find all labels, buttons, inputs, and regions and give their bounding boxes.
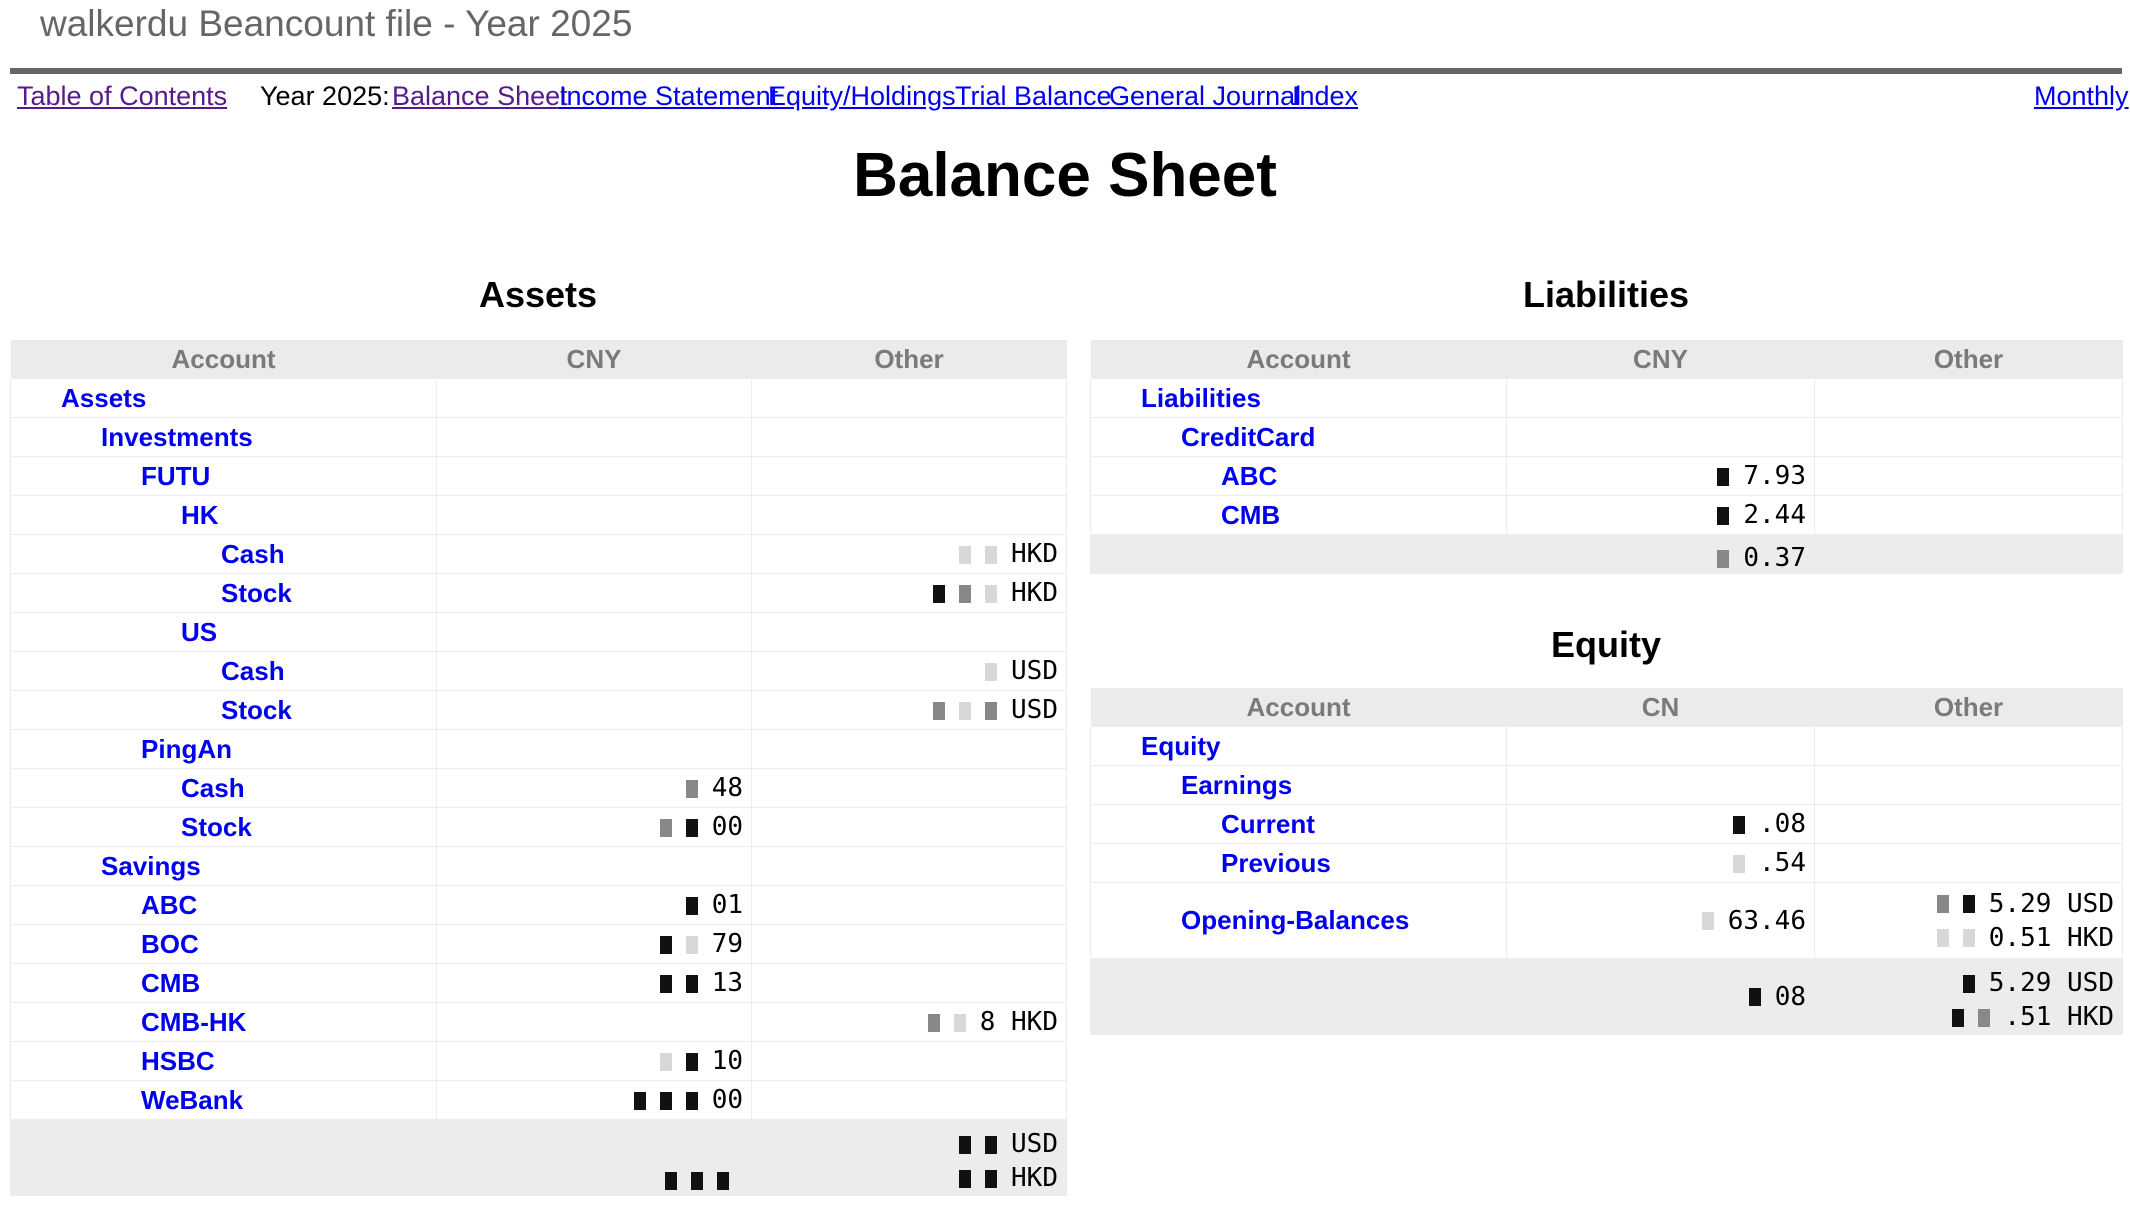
opening-other-line-1 (1823, 887, 2114, 921)
redacted-block (928, 1014, 940, 1032)
other-cell (1815, 418, 2123, 457)
cny-cell (437, 535, 752, 574)
total-other-value-1: 5.29 USD (1988, 968, 2114, 998)
other-cell (752, 379, 1067, 418)
redacted-block (959, 1136, 971, 1154)
redacted-block (1952, 1009, 1964, 1027)
table-row (11, 418, 1067, 457)
equity-table (1090, 688, 2123, 1035)
column-header-cny: CN (1507, 688, 1815, 727)
redacted-block (686, 1053, 698, 1071)
nav-year-label: Year 2025: (260, 81, 390, 111)
opening-other-value-2: 0.51 HKD (1988, 922, 2114, 953)
nav-bar (0, 78, 2130, 118)
table-row (11, 730, 1067, 769)
cny-cell (437, 1003, 752, 1042)
account-link-creditcard[interactable]: CreditCard (1181, 421, 1316, 452)
redacted-block (1733, 816, 1745, 834)
total-other-value-1: USD (1011, 1129, 1058, 1159)
table-row (11, 808, 1067, 847)
cny-value: 79 (711, 929, 743, 959)
account-link-earnings-previous[interactable]: Previous (1221, 847, 1331, 878)
nav-monthly[interactable]: Monthly (2034, 81, 2129, 111)
account-link-earnings[interactable]: Earnings (1181, 769, 1293, 800)
cny-cell (437, 691, 752, 730)
total-cny-value: 08 (1774, 981, 1806, 1012)
cny-value: 10 (711, 1046, 743, 1076)
table-row (1091, 727, 2123, 766)
table-row (1091, 805, 2123, 844)
redacted-block (933, 585, 945, 603)
redacted-block (985, 585, 997, 603)
file-title: walkerdu Beancount file - Year 2025 (40, 3, 633, 44)
column-header-account: Account (11, 340, 437, 379)
nav-table-of-contents[interactable]: Table of Contents (17, 81, 228, 111)
cny-value: 01 (711, 890, 743, 920)
page-header (10, 0, 2122, 74)
cny-cell (437, 847, 752, 886)
total-row (1091, 535, 2123, 574)
account-link-assets[interactable]: Assets (61, 382, 147, 413)
redacted-block (686, 819, 698, 837)
redacted-block (660, 936, 672, 954)
redacted-block (665, 1172, 677, 1190)
redacted-block (1702, 912, 1714, 930)
total-other-line-2 (760, 1161, 1058, 1195)
other-cell (752, 613, 1067, 652)
account-link-savings-boc[interactable]: BOC (141, 928, 199, 959)
redacted-block (959, 702, 971, 720)
other-cell (1815, 496, 2123, 535)
cny-cell (437, 808, 752, 847)
cny-cell (1507, 766, 1815, 805)
redacted-block (933, 702, 945, 720)
other-cell (1815, 805, 2123, 844)
assets-title: Assets (478, 274, 598, 315)
cny-value: 2.44 (1743, 500, 1806, 530)
redacted-block (959, 1170, 971, 1188)
redacted-block (660, 975, 672, 993)
redacted-block (1749, 988, 1761, 1006)
account-link-hk-cash[interactable]: Cash (221, 538, 285, 569)
nav-income-statement[interactable]: Income Statement (559, 81, 779, 111)
redacted-block (686, 936, 698, 954)
cny-cell (1507, 844, 1815, 883)
other-value: 8 HKD (979, 1007, 1058, 1037)
other-cell (752, 457, 1067, 496)
table-row (1091, 883, 2123, 959)
redacted-block (1978, 1009, 1990, 1027)
other-cell (752, 1042, 1067, 1081)
account-link-savings-cmb[interactable]: CMB (141, 967, 201, 998)
opening-other-line-2 (1823, 921, 2114, 955)
redacted-block (691, 1172, 703, 1190)
redacted-block (1717, 550, 1729, 568)
table-row (1091, 418, 2123, 457)
redacted-block (686, 975, 698, 993)
account-link-savings-hsbc[interactable]: HSBC (141, 1045, 215, 1076)
redacted-block (959, 546, 971, 564)
table-row (11, 496, 1067, 535)
table-row (1091, 457, 2123, 496)
table-row (1091, 379, 2123, 418)
cny-cell (1507, 457, 1815, 496)
cny-cell (437, 925, 752, 964)
other-cell (1815, 766, 2123, 805)
total-cny-value: 0.37 (1743, 543, 1806, 573)
cny-cell (437, 1042, 752, 1081)
column-header-other: Other (1815, 340, 2123, 379)
account-link-pingan-cash[interactable]: Cash (181, 772, 245, 803)
column-header-other: Other (1815, 688, 2123, 727)
total-other-value-2: HKD (1011, 1163, 1058, 1193)
cny-cell (437, 574, 752, 613)
cny-value: 63.46 (1727, 905, 1806, 936)
other-cell (752, 730, 1067, 769)
redacted-block (1733, 855, 1745, 873)
total-cny-cell (1507, 535, 1815, 574)
table-row (11, 964, 1067, 1003)
account-link-equity[interactable]: Equity (1141, 730, 1221, 761)
table-row (11, 457, 1067, 496)
cny-cell (437, 496, 752, 535)
redacted-block (1963, 929, 1975, 947)
table-row (11, 574, 1067, 613)
redacted-block (1717, 468, 1729, 486)
other-cell (752, 535, 1067, 574)
cny-cell (437, 730, 752, 769)
redacted-block (660, 819, 672, 837)
total-cny-cell (1507, 959, 1815, 1035)
other-cell (752, 1081, 1067, 1120)
cny-cell (1507, 727, 1815, 766)
nav-index[interactable]: Index (1292, 81, 1359, 111)
redacted-block (660, 1092, 672, 1110)
other-value: HKD (1011, 539, 1058, 569)
redacted-block (1963, 975, 1975, 993)
redacted-block (660, 1053, 672, 1071)
total-row (11, 1120, 1067, 1196)
table-row (11, 613, 1067, 652)
account-link-us-stock[interactable]: Stock (221, 694, 292, 725)
account-link-hk[interactable]: HK (181, 499, 219, 530)
redacted-block (959, 585, 971, 603)
cny-cell (1507, 418, 1815, 457)
cny-cell (1507, 883, 1815, 959)
page-title: Balance Sheet (853, 141, 1277, 210)
total-cny-cell (437, 1120, 752, 1196)
nav-balance-sheet[interactable]: Balance Sheet (392, 81, 568, 111)
nav-equity-holdings[interactable]: Equity/Holdings (768, 81, 956, 111)
other-cell (1815, 457, 2123, 496)
other-cell (1815, 379, 2123, 418)
cny-value: 48 (711, 773, 743, 803)
other-cell (752, 496, 1067, 535)
redacted-block (985, 702, 997, 720)
liabilities-table (1090, 340, 2123, 574)
other-cell (1815, 727, 2123, 766)
other-cell (752, 847, 1067, 886)
table-row (11, 1042, 1067, 1081)
account-link-pingan[interactable]: PingAn (141, 733, 232, 764)
redacted-block (985, 546, 997, 564)
other-cell (752, 691, 1067, 730)
account-link-savings-webank[interactable]: WeBank (141, 1084, 244, 1115)
total-other-line-1 (760, 1127, 1058, 1161)
other-value: HKD (1011, 578, 1058, 608)
cny-cell (437, 886, 752, 925)
other-cell (752, 574, 1067, 613)
cny-value: .08 (1759, 809, 1806, 839)
redacted-block (686, 897, 698, 915)
opening-other-value-1: 5.29 USD (1988, 888, 2114, 919)
account-link-us[interactable]: US (181, 616, 218, 647)
cny-value: .54 (1759, 848, 1806, 878)
redacted-block (717, 1172, 729, 1190)
equity-title: Equity (1550, 624, 1661, 665)
other-value: USD (1011, 656, 1058, 686)
account-link-opening-balances[interactable]: Opening-Balances (1181, 905, 1410, 935)
redacted-block (954, 1014, 966, 1032)
total-other-cell (1815, 959, 2123, 1035)
account-link-futu[interactable]: FUTU (141, 460, 211, 491)
cny-cell (437, 652, 752, 691)
account-link-earnings-current[interactable]: Current (1221, 808, 1315, 839)
other-cell (752, 925, 1067, 964)
assets-table (10, 340, 1067, 1196)
table-row (11, 925, 1067, 964)
table-row (11, 1081, 1067, 1120)
column-header-account: Account (1091, 688, 1507, 727)
redacted-block (686, 780, 698, 798)
table-row (1091, 844, 2123, 883)
cny-cell (437, 964, 752, 1003)
table-row (1091, 766, 2123, 805)
other-cell (752, 652, 1067, 691)
cny-cell (437, 379, 752, 418)
other-value: USD (1011, 695, 1058, 725)
redacted-block (634, 1092, 646, 1110)
total-label-cell (1091, 535, 1507, 574)
other-cell (752, 1003, 1067, 1042)
cny-value: 7.93 (1743, 461, 1806, 491)
total-other-line-2 (1823, 1000, 2114, 1034)
account-link-investments[interactable]: Investments (101, 421, 253, 452)
redacted-block (1717, 507, 1729, 525)
cny-cell (437, 769, 752, 808)
column-header-cny: CNY (1507, 340, 1815, 379)
redacted-block (985, 663, 997, 681)
column-header-cny: CNY (437, 340, 752, 379)
cny-cell (1507, 805, 1815, 844)
other-cell (1815, 844, 2123, 883)
table-row (11, 769, 1067, 808)
account-link-us-cash[interactable]: Cash (221, 655, 285, 686)
other-cell (752, 418, 1067, 457)
table-row (11, 652, 1067, 691)
other-cell (752, 886, 1067, 925)
cny-cell (437, 418, 752, 457)
account-link-liabilities[interactable]: Liabilities (1141, 382, 1261, 413)
cny-cell (437, 613, 752, 652)
account-link-savings[interactable]: Savings (101, 850, 201, 881)
nav-trial-balance[interactable]: Trial Balance (955, 81, 1112, 111)
table-row (11, 691, 1067, 730)
redacted-block (686, 1092, 698, 1110)
total-other-cell (1815, 535, 2123, 574)
redacted-block (1963, 895, 1975, 913)
column-header-account: Account (1091, 340, 1507, 379)
total-other-cell (752, 1120, 1067, 1196)
other-cell (1815, 883, 2123, 959)
cny-cell (1507, 379, 1815, 418)
account-link-pingan-stock[interactable]: Stock (181, 811, 252, 842)
account-link-creditcard-cmb[interactable]: CMB (1221, 499, 1281, 530)
table-row (11, 886, 1067, 925)
other-cell (752, 769, 1067, 808)
table-row (11, 379, 1067, 418)
column-header-other: Other (752, 340, 1067, 379)
other-cell (752, 808, 1067, 847)
redacted-block (985, 1170, 997, 1188)
nav-general-journal[interactable]: General Journal (1109, 81, 1302, 111)
cny-value: 13 (711, 968, 743, 998)
cny-cell (1507, 496, 1815, 535)
total-row (1091, 959, 2123, 1035)
account-link-hk-stock[interactable]: Stock (221, 577, 292, 608)
total-label-cell (11, 1120, 437, 1196)
table-row (11, 535, 1067, 574)
cny-value: 00 (711, 1085, 743, 1115)
total-other-value-2: .51 HKD (2004, 1002, 2114, 1032)
redacted-block (1937, 895, 1949, 913)
total-other-line-1 (1823, 966, 2114, 1000)
account-link-savings-cmb-hk[interactable]: CMB-HK (141, 1006, 247, 1037)
total-label-cell (1091, 959, 1507, 1035)
table-row (11, 1003, 1067, 1042)
cny-cell (437, 457, 752, 496)
cny-cell (437, 1081, 752, 1120)
account-link-creditcard-abc[interactable]: ABC (1221, 460, 1278, 491)
redacted-block (1937, 929, 1949, 947)
table-row (11, 847, 1067, 886)
redacted-block (985, 1136, 997, 1154)
table-row (1091, 496, 2123, 535)
other-cell (752, 964, 1067, 1003)
account-link-savings-abc[interactable]: ABC (141, 889, 198, 920)
cny-value: 00 (711, 812, 743, 842)
liabilities-title: Liabilities (1522, 274, 1690, 315)
